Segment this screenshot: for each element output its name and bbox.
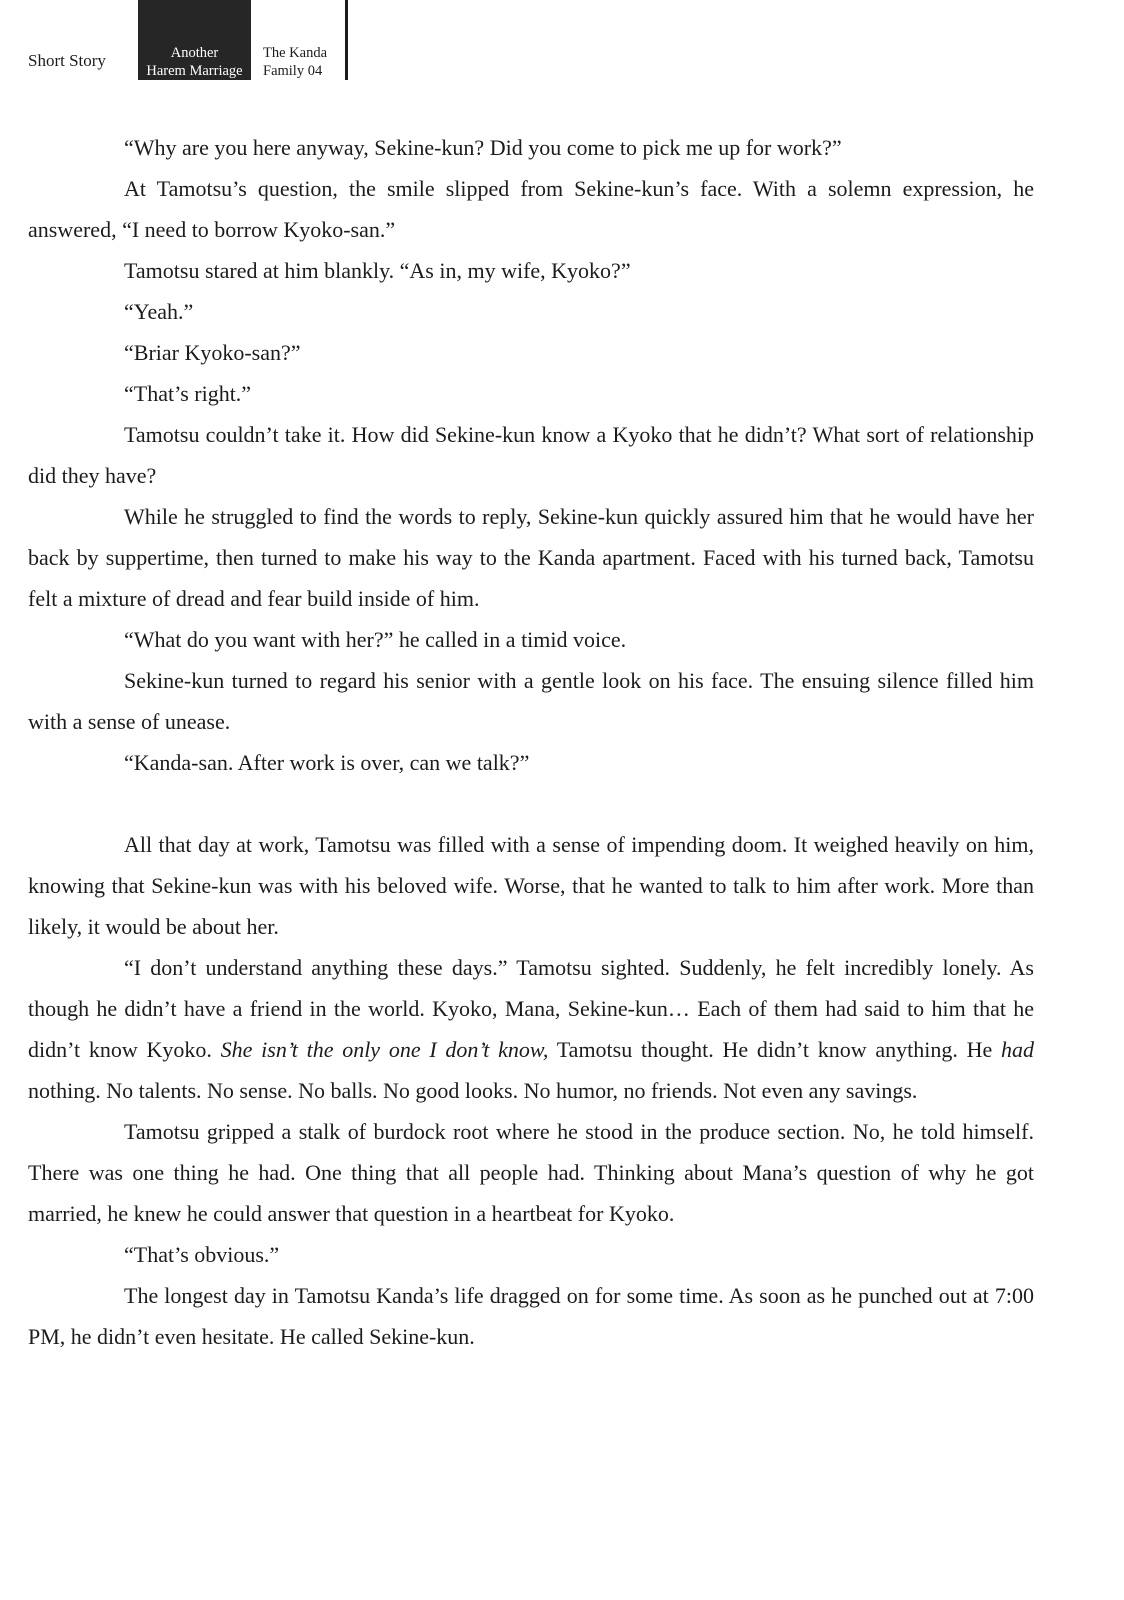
paragraph-text: “I don’t understand anything these days.” Tamotsu sighted. Suddenly, he felt incredibly lonely. As though he didn’t have a friend in the world. Kyoko, Mana, Sekine-kun… Each of them had said to him that he didn’t know Kyoko. [28, 955, 1034, 1062]
page-header [0, 0, 1124, 80]
paragraph-text: Tamotsu thought. He didn’t know anything. He [548, 1037, 1001, 1062]
paragraph-text: nothing. No talents. No sense. No balls. No good looks. No humor, no friends. Not even any savings. [28, 1078, 918, 1103]
section-break [28, 783, 1034, 824]
chapter-title-line-2: Family 04 [263, 63, 323, 79]
paragraph: “Yeah.” [124, 299, 194, 324]
chapter-title-line-1: The Kanda [263, 45, 328, 61]
section-label: Short Story [28, 51, 106, 70]
paragraph: “Kanda-san. After work is over, can we talk?” [124, 750, 530, 775]
paragraph: While he struggled to find the words to reply, Sekine-kun quickly assured him that he would have her back by suppertime, then turned to make his way to the Kanda apartment. Faced with his turned back, Tamotsu felt a mixture of dread and fear build inside of him. [28, 504, 1034, 611]
series-title-line-1: Another [170, 45, 219, 61]
paragraph: “Briar Kyoko-san?” [124, 340, 301, 365]
paragraph: Sekine-kun turned to regard his senior with a gentle look on his face. The ensuing silence filled him with a sense of unease. [28, 668, 1034, 734]
chapter-title [263, 44, 327, 80]
paragraph: “What do you want with her?” he called in a timid voice. [124, 627, 627, 652]
italic-thought: She isn’t the only one I don’t know, [220, 1037, 549, 1062]
italic-emphasis: had [1000, 1037, 1034, 1062]
series-title-block [138, 0, 251, 80]
paragraph: “That’s obvious.” [124, 1242, 280, 1267]
paragraph: “Why are you here anyway, Sekine-kun? Did you come to pick me up for work?” [124, 135, 842, 160]
series-title-line-2: Harem Marriage [146, 63, 243, 79]
story-body [28, 127, 1034, 1357]
paragraph: “That’s right.” [124, 381, 252, 406]
paragraph: At Tamotsu’s question, the smile slipped from Sekine-kun’s face. With a solemn expression, he answered, “I need to borrow Kyoko-san.” [28, 176, 1034, 242]
header-divider [345, 0, 348, 80]
paragraph: Tamotsu gripped a stalk of burdock root where he stood in the produce section. No, he told himself. There was one thing he had. One thing that all people had. Thinking about Mana’s question of why he got married, he knew he could answer that question in a heartbeat for Kyoko. [28, 1119, 1034, 1226]
paragraph: All that day at work, Tamotsu was filled with a sense of impending doom. It weighed heavily on him, knowing that Sekine-kun was with his beloved wife. Worse, that he wanted to talk to him after work. More than likely, it would be about her. [28, 832, 1034, 939]
paragraph: Tamotsu stared at him blankly. “As in, my wife, Kyoko?” [124, 258, 631, 283]
paragraph [28, 947, 1034, 1111]
paragraph: The longest day in Tamotsu Kanda’s life dragged on for some time. As soon as he punched out at 7:00 PM, he didn’t even hesitate. He called Sekine-kun. [28, 1283, 1034, 1349]
paragraph: Tamotsu couldn’t take it. How did Sekine-kun know a Kyoko that he didn’t? What sort of relationship did they have? [28, 422, 1034, 488]
